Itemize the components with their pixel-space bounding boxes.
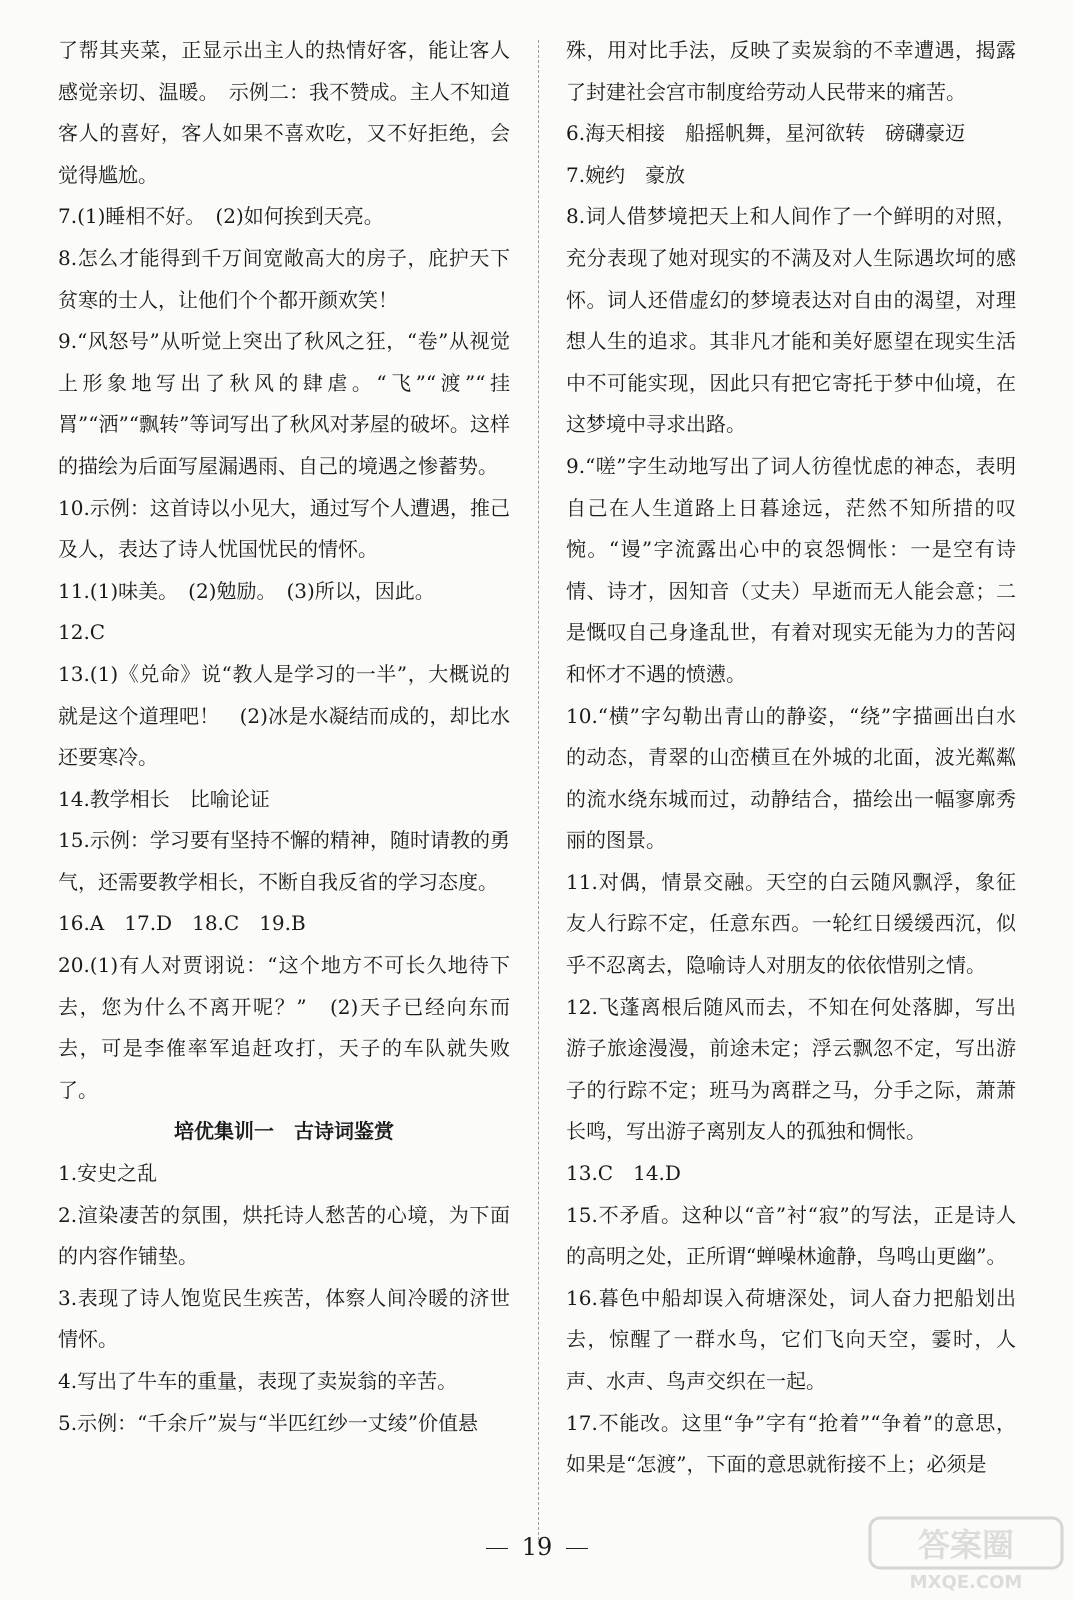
watermark-logo [866,1514,1066,1594]
left-column [58,30,510,1444]
paragraph: 8.词人借梦境把天上和人间作了一个鲜明的对照，充分表现了她对现实的不满及对人生际遇坎坷的感怀。词人还借虚幻的梦境表达对自由的渴望，对理想人生的追求。其非凡才能和美好愿望在现实生活中不可能实现，因此只有把它寄托于梦中仙境，在这梦境中寻求出路。 [566,204,1016,437]
paragraph: 2.渲染凄苦的氛围，烘托诗人愁苦的心境，为下面的内容作铺垫。 [58,1202,510,1269]
paragraph: 9.“嗟”字生动地写出了词人彷徨忧虑的神态，表明自己在人生道路上日暮途远，茫然不知所措的叹惋。“谩”字流露出心中的哀怨惆怅：一是空有诗情、诗才，因知音（丈夫）早逝而无人能会意；二是慨叹自己身逢乱世，有着对现实无能为力的苦闷和怀才不遇的愤懑。 [566,453,1016,686]
paragraph: 殊，用对比手法，反映了卖炭翁的不幸遭遇，揭露了封建社会宫市制度给劳动人民带来的痛苦。 [566,38,1016,104]
paragraph: 10.示例：这首诗以小见大，通过写个人遭遇，推己及人，表达了诗人忧国忧民的情怀。 [58,495,510,562]
paragraph: 11.对偶，情景交融。天空的白云随风飘浮，象征友人行踪不定，任意东西。一轮红日缓缓西沉，似乎不忍离去，隐喻诗人对朋友的依依惜别之情。 [566,869,1016,978]
paragraph: 5.示例：“千余斤”炭与“半匹红纱一丈绫”价值悬 [58,1410,478,1435]
paragraph: 7.(1)睡相不好。 (2)如何挨到天亮。 [58,204,384,229]
paragraph: 13.(1)《兑命》说“教人是学习的一半”，大概说的就是这个道理吧！ (2)冰是水凝结而成的，却比水还要寒冷。 [58,661,510,770]
paragraph: 14.教学相长 比喻论证 [58,786,270,811]
dash-right [566,1548,588,1549]
paragraph: 7.婉约 豪放 [566,162,686,187]
paragraph: 15.不矛盾。这种以“音”衬“寂”的写法，正是诗人的高明之处，正所谓“蝉噪林逾静，鸟鸣山更幽”。 [566,1202,1016,1269]
paragraph: 17.不能改。这里“争”字有“抢着”“争着”的意思，如果是“怎渡”，下面的意思就衔接不上；必须是 [566,1410,1016,1477]
paragraph: 16.A 17.D 18.C 19.B [58,911,306,936]
paragraph: 3.表现了诗人饱览民生疾苦，体察人间冷暖的济世情怀。 [58,1285,510,1352]
paragraph: 8.怎么才能得到千万间宽敞高大的房子，庇护天下贫寒的士人，让他们个个都开颜欢笑！ [58,245,510,312]
watermark-url: MXQE.COM [909,1572,1023,1593]
paragraph: 1.安史之乱 [58,1161,158,1186]
paragraph: 12.C [58,620,106,645]
paragraph: 20.(1)有人对贾诩说：“这个地方不可长久地待下去，您为什么不离开呢？” (2)天子已经向东而去，可是李傕率军追赶攻打，天子的车队就失败了。 [58,953,510,1102]
paragraph: 13.C 14.D [566,1161,681,1186]
paragraph: 10.“横”字勾勒出青山的静姿，“绕”字描画出白水的动态，青翠的山峦横亘在外城的北面，波光粼粼的流水绕东城而过，动静结合，描绘出一幅寥廓秀丽的图景。 [566,703,1016,853]
paragraph: 9.“风怒号”从听觉上突出了秋风之狂，“卷”从视觉上形象地写出了秋风的肆虐。“飞”“渡”“挂罥”“洒”“飘转”等词写出了秋风对茅屋的破坏。这样的描绘为后面写屋漏遇雨、自己的境遇之惨蓄势。 [58,329,510,478]
dash-left [486,1548,508,1549]
paragraph: 15.示例：学习要有坚持不懈的精神，随时请教的勇气，还需要教学相长，不断自我反省的学习态度。 [58,828,510,894]
paragraph: 16.暮色中船却误入荷塘深处，词人奋力把船划出去，惊醒了一群水鸟，它们飞向天空，霎时，人声、水声、鸟声交织在一起。 [566,1285,1016,1393]
page-number: 19 [521,1533,553,1561]
paragraph: 11.(1)味美。 (2)勉励。 (3)所以，因此。 [58,578,435,603]
paragraph: 了帮其夹菜，正显示出主人的热情好客，能让客人感觉亲切、温暖。 示例二：我不赞成。主人不知道客人的喜好，客人如果不喜欢吃，又不好拒绝，会觉得尴尬。 [58,38,510,187]
paragraph: 4.写出了牛车的重量，表现了卖炭翁的辛苦。 [58,1369,458,1393]
column-divider [538,40,539,1540]
paragraph: 6.海天相接 船摇帆舞，星河欲转 磅礴豪迈 [566,121,966,146]
right-column [566,30,1016,1486]
paragraph: 12.飞蓬离根后随风而去，不知在何处落脚，写出游子旅途漫漫，前途未定；浮云飘忽不定，写出游子的行踪不定；班马为离群之马，分手之际，萧萧长鸣，写出游子离别友人的孤独和惆怅。 [566,994,1016,1144]
watermark-text: 答案圈 [917,1526,1015,1564]
section-heading: 培优集训一 古诗词鉴赏 [174,1119,394,1144]
